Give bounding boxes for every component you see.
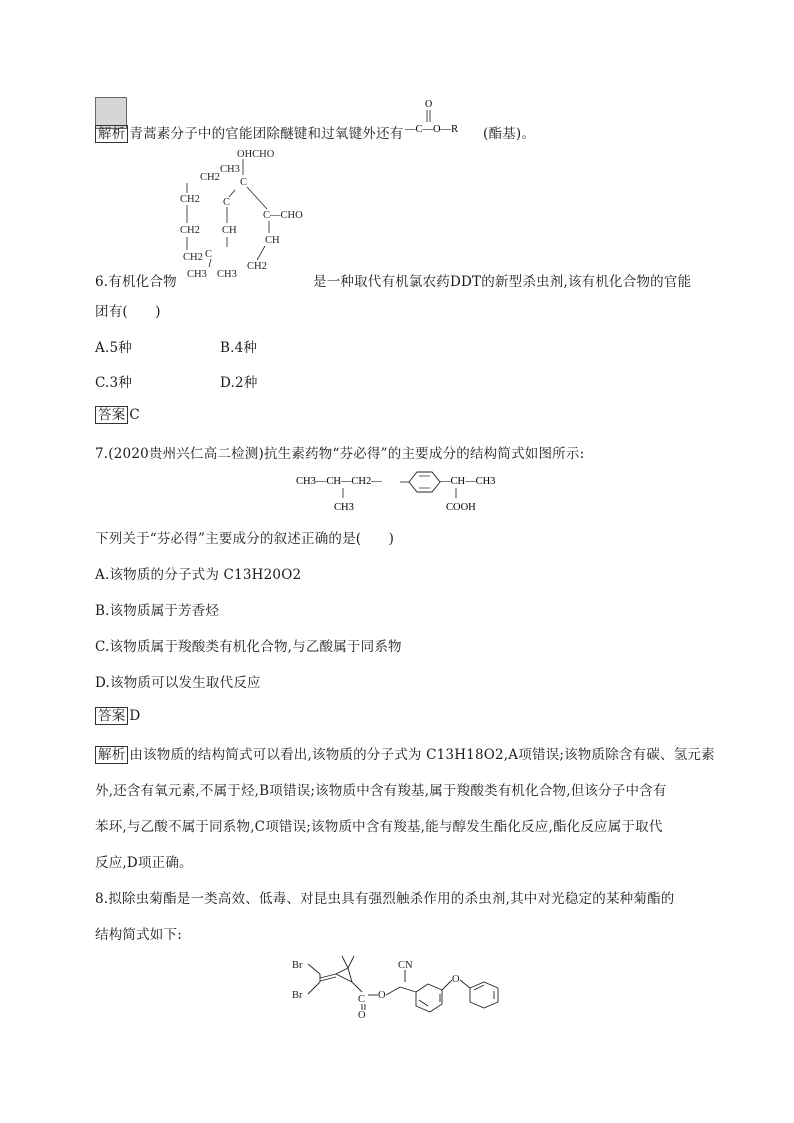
q7-option-c: C.该物质属于羧酸类有机化合物,与乙酸属于同系物 (95, 639, 402, 655)
q6-stem-start: 6.有机化合物 (95, 274, 177, 290)
q7-option-a: A.该物质的分子式为 C13H20O2 (95, 567, 302, 583)
analysis-text: 青蒿素分子中的官能团除醚键和过氧键外还有 (129, 126, 404, 142)
q6-label-c-cho: C—CHO (263, 210, 303, 221)
q6-label-ch3-b: CH3 (187, 269, 207, 280)
q7-structure (296, 468, 506, 516)
q8-label-o-carbonyl: O (358, 1010, 366, 1021)
q6-answer-line (95, 406, 140, 424)
q6-option-a: A.5种 (95, 340, 132, 356)
q6-label-ch2-e: CH2 (247, 261, 267, 272)
answer-value: C (129, 407, 140, 423)
answer-value: D (129, 708, 141, 724)
q6-structure (165, 145, 315, 285)
q6-label-ch2-a: CH2 (200, 172, 220, 183)
q8-label-o-ester: O (378, 990, 386, 1001)
q8-label-o-ether: O (452, 974, 460, 985)
q7-analysis-line-1 (95, 743, 715, 764)
q5-analysis-end: (酯基)。 (483, 126, 536, 142)
q7-option-d: D.该物质可以发生取代反应 (95, 675, 261, 691)
q7-analysis-line-4: 反应,D项正确。 (95, 855, 193, 871)
q6-stem-line2: 团有( ) (95, 304, 161, 320)
q7-answer-line (95, 707, 140, 725)
ester-o-top: O (425, 99, 433, 110)
q6-label-c-a: C (240, 177, 248, 188)
q8-stem-line-1: 8.拟除虫菊酯是一类高效、低毒、对昆虫具有强烈触杀作用的杀虫剂,其中对光稳定的某种菊酯的 (95, 891, 675, 907)
answer-tag: 答案 (95, 707, 128, 725)
q8-label-cn: CN (398, 960, 413, 971)
q6-option-c: C.3种 (95, 375, 133, 391)
answer-tag: 答案 (95, 406, 128, 424)
q6-stem-end: 是一种取代有机氯农药DDT的新型杀虫剂,该有机化合物的官能 (313, 274, 692, 290)
q7-stem: 7.(2020贵州兴仁高二检测)抗生素药物“芬必得”的主要成分的结构简式如图所示: (95, 446, 585, 462)
q6-label-ch2-b: CH2 (180, 194, 200, 205)
q8-label-c: C (358, 994, 366, 1005)
q6-option-b: B.4种 (220, 340, 258, 356)
q7-left-branch: CH3 (334, 502, 354, 513)
q8-label-br-1: Br (292, 960, 303, 971)
q7-left-chain: CH3—CH—CH2— (296, 476, 382, 487)
q6-label-ch2-d: CH2 (183, 252, 203, 263)
q6-label-c-b: C (223, 197, 231, 208)
q7-right-branch: COOH (446, 502, 476, 513)
q6-label-ohcho: OHCHO (237, 149, 275, 160)
q8-stem-line-2: 结构简式如下: (95, 927, 182, 943)
q7-option-b: B.该物质属于芳香烃 (95, 603, 220, 619)
q7-right-chain: —CH—CH3 (440, 476, 496, 487)
q7-analysis-line-2: 外,还含有氧元素,不属于烃,B项错误;该物质中含有羧基,属于羧酸类有机化合物,但该分子中含有 (95, 783, 667, 799)
q6-label-c-c: C (205, 249, 213, 260)
q6-label-ch2-c: CH2 (180, 225, 200, 236)
q8-structure (290, 950, 520, 1025)
q6-label-ch3-c: CH3 (217, 269, 237, 280)
analysis-tag: 解析 (95, 746, 128, 764)
q6-label-ch-b: CH (265, 235, 280, 246)
q7-question: 下列关于“芬必得”主要成分的叙述正确的是( ) (95, 531, 395, 547)
q5-analysis-line (95, 122, 403, 143)
q6-label-ch3: CH3 (220, 164, 240, 175)
ester-group-structure (405, 96, 495, 138)
analysis-tag: 解析 (95, 125, 128, 143)
q7-analysis-line-3: 苯环,与乙酸不属于同系物,C项错误;该物质中含有羧基,能与醇发生酯化反应,酯化反应属于取代 (95, 819, 663, 835)
q6-option-d: D.2种 (220, 375, 258, 391)
analysis-text-1: 由该物质的结构简式可以看出,该物质的分子式为 C13H18O2,A项错误;该物质除含有碳、氢元素 (129, 747, 715, 763)
ester-chain: —C—O—R (405, 124, 459, 135)
q6-label-ch-a: CH (222, 225, 237, 236)
q8-label-br-2: Br (292, 990, 303, 1001)
